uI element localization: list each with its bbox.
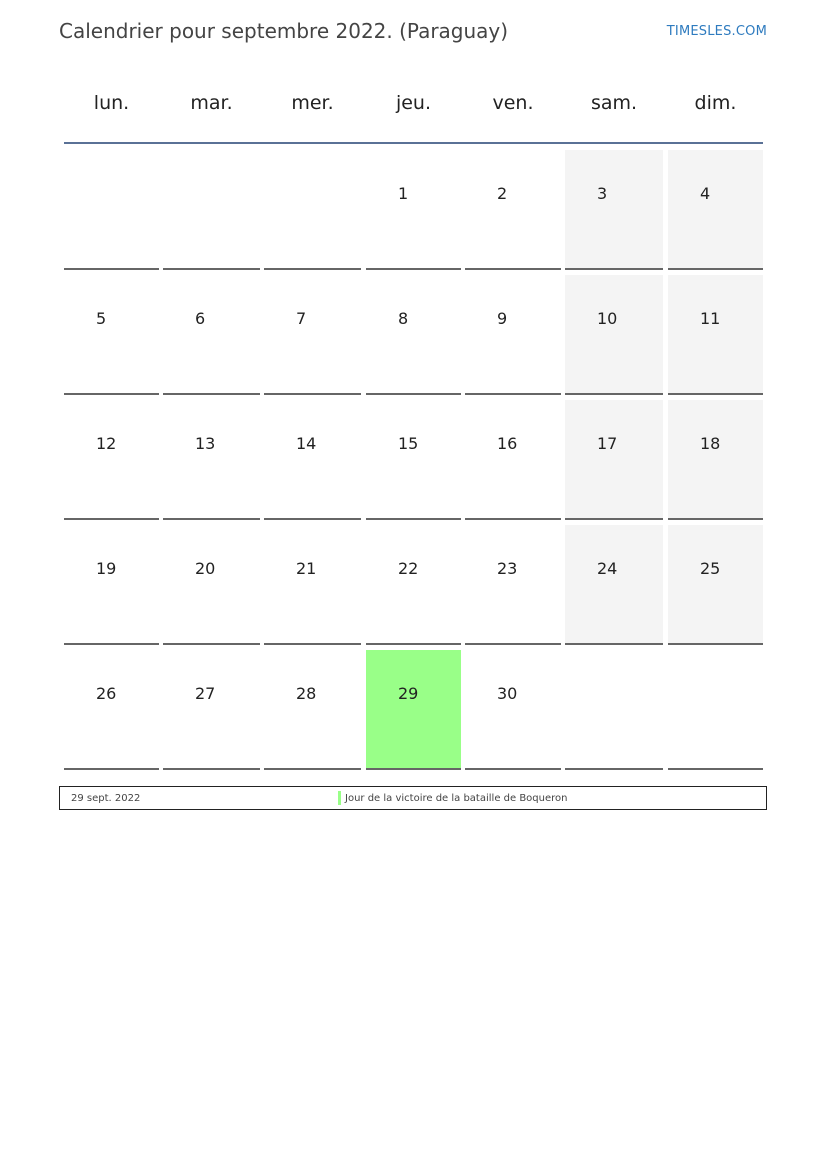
day-cell[interactable] [668,275,763,395]
day-number: 9 [497,309,508,328]
day-cell[interactable] [163,395,260,520]
legend-color-swatch [338,791,341,805]
weekday-label: lun. [93,92,130,114]
weekday-label: mer. [291,92,334,114]
day-number: 1 [398,184,409,203]
day-cell[interactable] [565,275,663,395]
day-cell[interactable] [163,520,260,645]
day-number: 21 [296,559,317,578]
day-cell[interactable] [264,645,361,770]
weekday-label: ven. [492,92,534,114]
day-cell[interactable] [264,520,361,645]
day-cell[interactable] [465,645,561,770]
weekday-label: dim. [694,92,737,114]
legend-date: 29 sept. 2022 [71,793,141,804]
day-cell[interactable] [565,400,663,520]
day-number: 10 [597,309,618,328]
day-number: 27 [195,684,216,703]
day-cell[interactable] [264,395,361,520]
day-cell[interactable] [64,395,159,520]
day-number: 26 [96,684,117,703]
day-cell[interactable] [565,150,663,270]
day-number: 17 [597,434,618,453]
day-cell[interactable] [366,650,461,770]
day-cell[interactable] [465,395,561,520]
day-number: 6 [195,309,206,328]
day-number: 29 [398,684,419,703]
empty-day-cell [668,645,763,770]
day-cell[interactable] [668,400,763,520]
day-cell[interactable] [163,645,260,770]
day-cell[interactable] [465,145,561,270]
day-number: 2 [497,184,508,203]
empty-day-cell [264,145,361,270]
day-cell[interactable] [668,150,763,270]
day-cell[interactable] [64,270,159,395]
weekday-header-row [64,80,763,128]
day-number: 16 [497,434,518,453]
day-number: 8 [398,309,409,328]
empty-day-cell [64,145,159,270]
day-number: 13 [195,434,216,453]
day-number: 12 [96,434,117,453]
day-cell[interactable] [465,520,561,645]
day-cell[interactable] [366,270,461,395]
day-cell[interactable] [64,645,159,770]
day-number: 7 [296,309,307,328]
day-cell[interactable] [64,520,159,645]
empty-day-cell [163,145,260,270]
day-number: 4 [700,184,711,203]
page-title: Calendrier pour septembre 2022. (Paraguay) [59,19,509,43]
day-cell[interactable] [163,270,260,395]
day-cell[interactable] [366,395,461,520]
empty-day-cell [565,645,663,770]
day-cell[interactable] [264,270,361,395]
weekday-label: sam. [590,92,638,114]
day-number: 5 [96,309,107,328]
day-number: 20 [195,559,216,578]
day-number: 19 [96,559,117,578]
weekday-label: mar. [190,92,233,114]
day-number: 15 [398,434,419,453]
day-number: 24 [597,559,618,578]
day-cell[interactable] [366,145,461,270]
day-number: 30 [497,684,518,703]
day-number: 28 [296,684,317,703]
weekday-label: jeu. [395,92,432,114]
day-number: 22 [398,559,419,578]
day-number: 3 [597,184,608,203]
day-number: 25 [700,559,721,578]
legend-holiday-name: Jour de la victoire de la bataille de Boqueron [345,793,568,804]
holiday-legend [59,786,767,810]
site-link[interactable]: TIMESLES.COM [666,24,767,39]
day-cell[interactable] [668,525,763,645]
day-number: 14 [296,434,317,453]
day-cell[interactable] [366,520,461,645]
day-number: 23 [497,559,518,578]
day-cell[interactable] [465,270,561,395]
day-number: 11 [700,309,721,328]
day-cell[interactable] [565,525,663,645]
header-divider [64,142,763,144]
day-number: 18 [700,434,721,453]
